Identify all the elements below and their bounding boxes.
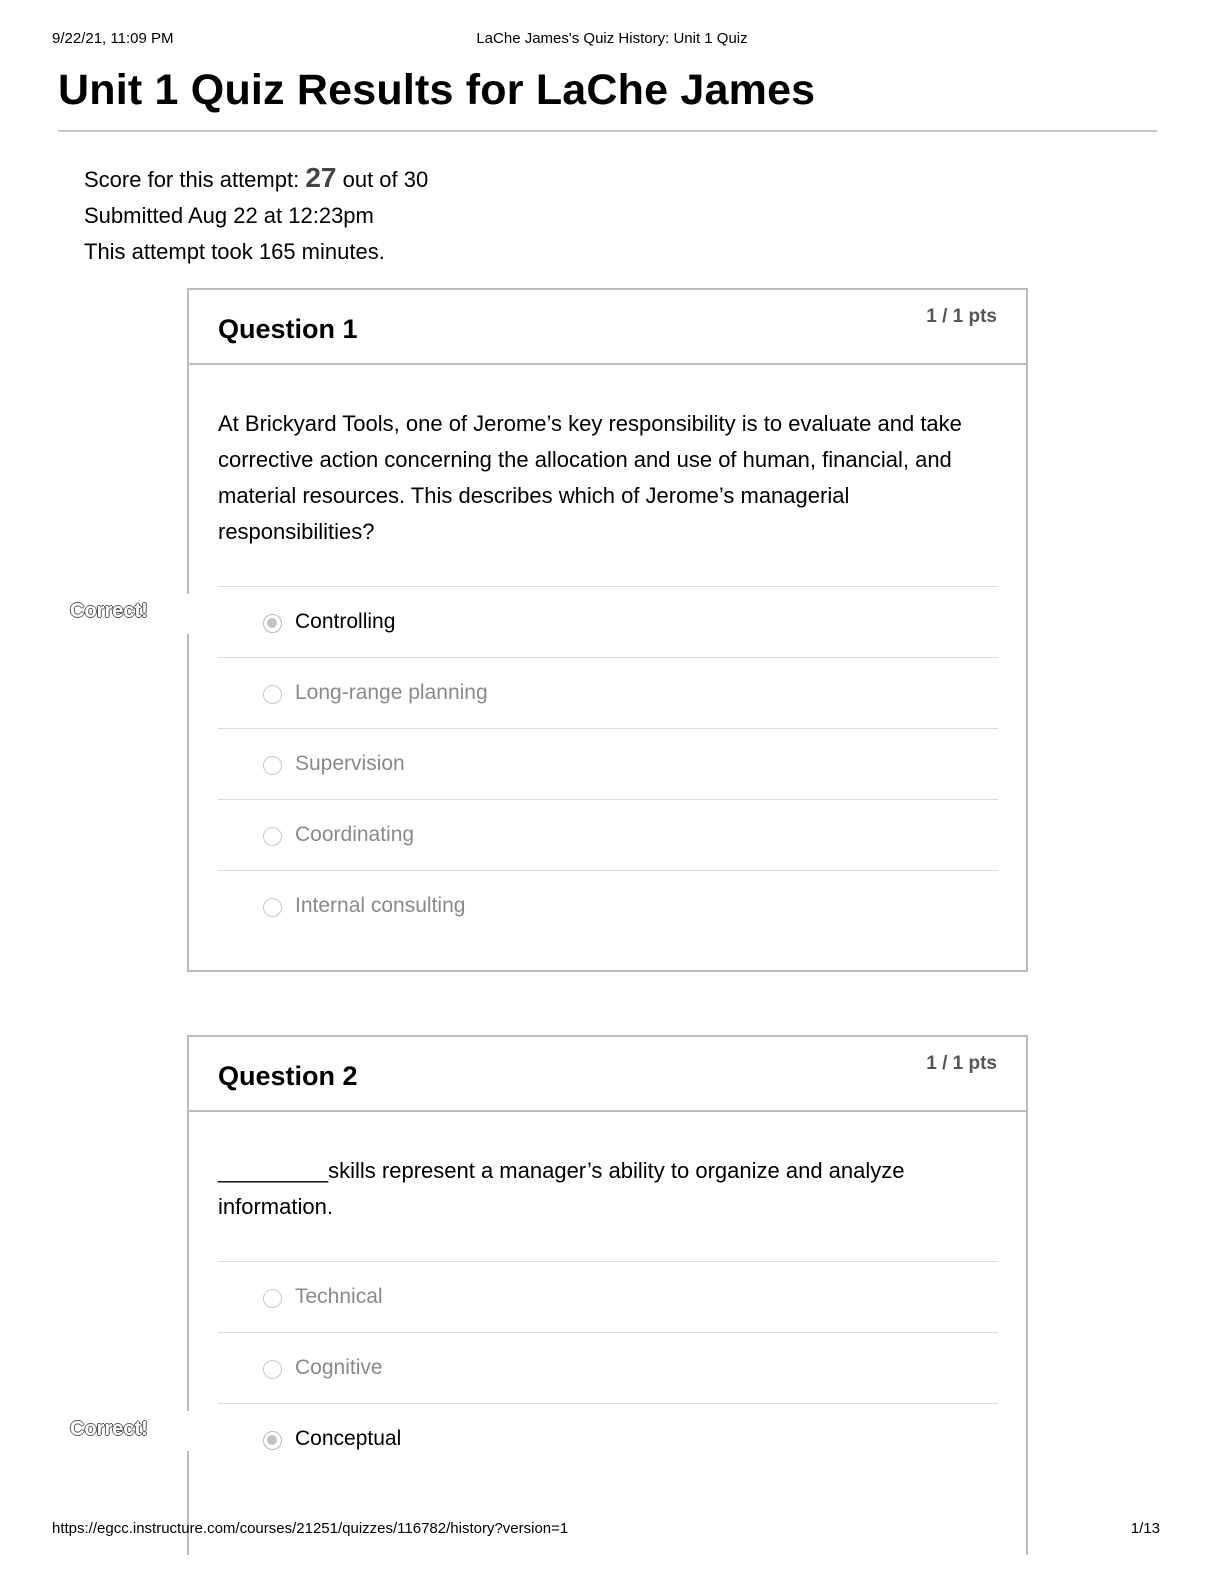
radio-selected-icon[interactable] — [263, 1431, 282, 1450]
submitted-time: Submitted Aug 22 at 12:23pm — [84, 203, 374, 228]
attempt-duration: This attempt took 165 minutes. — [84, 239, 385, 264]
radio-icon[interactable] — [263, 1289, 282, 1308]
flag-border-gap — [185, 594, 191, 634]
answer-option[interactable] — [218, 799, 998, 870]
question-points: 1 / 1 pts — [926, 1053, 997, 1074]
radio-icon[interactable] — [263, 685, 282, 704]
question-header — [189, 1037, 1026, 1112]
print-document-title: LaChe James's Quiz History: Unit 1 Quiz — [476, 30, 748, 47]
question-card — [187, 1035, 1028, 1555]
answer-label: Long-range planning — [295, 681, 488, 704]
question-text: At Brickyard Tools, one of Jerome’s key responsibility is to evaluate and take corrective action concerning the allocation and use of human, financial, and material resources. This describes which of Jerome’s managerial responsibilities? — [218, 411, 962, 544]
answer-list — [218, 1261, 998, 1474]
score-suffix: out of 30 — [342, 167, 429, 192]
page-title: Unit 1 Quiz Results for LaChe James — [58, 66, 816, 114]
answer-option[interactable] — [218, 657, 998, 728]
attempt-summary — [84, 160, 428, 270]
radio-selected-icon[interactable] — [263, 614, 282, 633]
answer-option[interactable] — [218, 870, 998, 941]
answer-option[interactable] — [218, 1261, 998, 1332]
correct-flag: Correct! — [70, 1418, 148, 1440]
question-points: 1 / 1 pts — [926, 306, 997, 327]
print-url: https://egcc.instructure.com/courses/21251/quizzes/116782/history?version=1 — [52, 1520, 569, 1537]
answer-label: Controlling — [295, 610, 396, 633]
score-line — [84, 160, 428, 198]
print-datetime: 9/22/21, 11:09 PM — [52, 30, 174, 47]
answer-option[interactable] — [218, 1332, 998, 1403]
question-title: Question 1 — [218, 314, 358, 344]
answer-label: Internal consulting — [295, 894, 466, 917]
answer-option[interactable] — [218, 586, 998, 657]
answer-label: Coordinating — [295, 823, 415, 846]
question-card — [187, 288, 1028, 972]
radio-icon[interactable] — [263, 827, 282, 846]
question-title: Question 2 — [218, 1061, 358, 1091]
answer-option[interactable] — [218, 728, 998, 799]
radio-icon[interactable] — [263, 898, 282, 917]
radio-icon[interactable] — [263, 1360, 282, 1379]
answer-label: Technical — [295, 1285, 383, 1308]
title-divider — [58, 130, 1157, 132]
score-prefix: Score for this attempt: — [84, 167, 300, 192]
answer-label: Conceptual — [295, 1427, 402, 1450]
radio-icon[interactable] — [263, 756, 282, 775]
answer-label: Cognitive — [295, 1356, 383, 1379]
print-page-number: 1/13 — [1130, 1520, 1160, 1537]
correct-flag: Correct! — [70, 600, 148, 622]
question-header — [189, 290, 1026, 365]
answer-list — [218, 586, 998, 941]
answer-label: Supervision — [295, 752, 405, 775]
flag-border-gap — [185, 1411, 191, 1451]
question-text: _________skills represent a manager’s ability to organize and analyze information. — [218, 1158, 905, 1219]
answer-option[interactable] — [218, 1403, 998, 1474]
score-value: 27 — [305, 162, 337, 193]
